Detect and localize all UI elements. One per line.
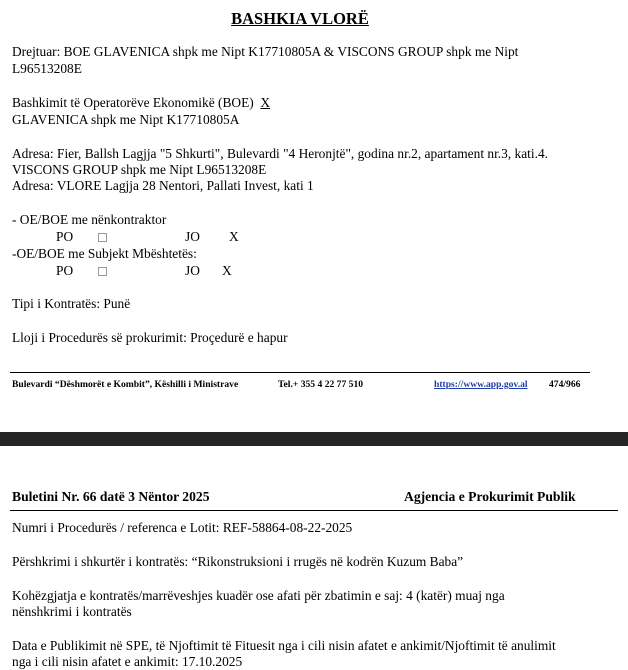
page-separator bbox=[0, 432, 628, 446]
nenkontraktor-mark: X bbox=[229, 229, 239, 244]
nenkontraktor-po-checkbox bbox=[98, 231, 107, 247]
bashkimi-mark: X bbox=[260, 95, 271, 110]
nenkontraktor-jo: JO bbox=[185, 229, 200, 244]
kohezgjatja-line-2: nënshkrimi i kontratës bbox=[12, 604, 132, 619]
data-publikimit-line-1: Data e Publikimit në SPE, të Njoftimit të Fituesit nga i cili nisin afatet e ankimit/Njoftimit të anulimit bbox=[12, 638, 556, 653]
nenkontraktor-po: PO bbox=[56, 229, 74, 244]
numri-procedures: Numri i Procedurës / referenca e Lotit: REF-58864-08-22-2025 bbox=[12, 520, 353, 535]
subjekt-po-checkbox bbox=[98, 265, 107, 281]
subjekt-po: PO bbox=[56, 263, 74, 278]
lloji-procedures: Lloji i Procedurës së prokurimit: Proçedurë e hapur bbox=[12, 330, 288, 345]
bashkimi-name: GLAVENICA shpk me Nipt K17710805A bbox=[12, 112, 240, 127]
footer-rule bbox=[10, 372, 590, 373]
footer-tel: Tel.+ 355 4 22 77 510 bbox=[278, 379, 364, 390]
kohezgjatja-line-1: Kohëzgjatja e kontratës/marrëveshjes kuadër ose afati për zbatimin e saj: 4 (katër) muaj nga bbox=[12, 588, 505, 603]
footer-link[interactable]: https://www.app.gov.al bbox=[434, 379, 528, 390]
bashkimi-label: Bashkimit të Operatorëve Ekonomikë (BOE) bbox=[12, 95, 254, 110]
adresa-line-1: Adresa: Fier, Ballsh Lagjja "5 Shkurti", Bulevardi "4 Heronjtë", godina nr.2, apartament nr.3, kati.4. bbox=[12, 146, 549, 161]
drejtuar-line-1: Drejtuar: BOE GLAVENICA shpk me Nipt K17710805A & VISCONS GROUP shpk me Nipt bbox=[12, 44, 519, 59]
agency-header: Agjencia e Prokurimit Publik bbox=[404, 489, 576, 504]
page-title: BASHKIA VLORË bbox=[231, 9, 369, 28]
tipi-kontrates: Tipi i Kontratës: Punë bbox=[12, 296, 131, 311]
bashkimi-line bbox=[12, 95, 270, 111]
adresa-line-2: VISCONS GROUP shpk me Nipt L96513208E bbox=[12, 162, 267, 177]
data-publikimit-line-2: nga i cili nisin afatet e ankimit: 17.10.2025 bbox=[12, 654, 243, 669]
header-rule bbox=[10, 510, 618, 511]
footer-address: Bulevardi “Dëshmorët e Kombit”, Këshilli i Ministrave bbox=[12, 379, 239, 390]
bulletin-header: Buletini Nr. 66 datë 3 Nëntor 2025 bbox=[12, 489, 210, 504]
drejtuar-line-2: L96513208E bbox=[12, 61, 82, 76]
subjekt-label: -OE/BOE me Subjekt Mbështetës: bbox=[12, 246, 197, 261]
subjekt-mark: X bbox=[222, 263, 232, 278]
nenkontraktor-label: - OE/BOE me nënkontraktor bbox=[12, 212, 167, 227]
subjekt-jo: JO bbox=[185, 263, 200, 278]
adresa-line-3: Adresa: VLORE Lagjja 28 Nentori, Pallati Invest, kati 1 bbox=[12, 178, 314, 193]
pershkrimi-kontrates: Përshkrimi i shkurtër i kontratës: “Rikonstruksioni i rrugës në kodrën Kuzum Baba” bbox=[12, 554, 464, 569]
footer-page-number: 474/966 bbox=[549, 379, 581, 390]
